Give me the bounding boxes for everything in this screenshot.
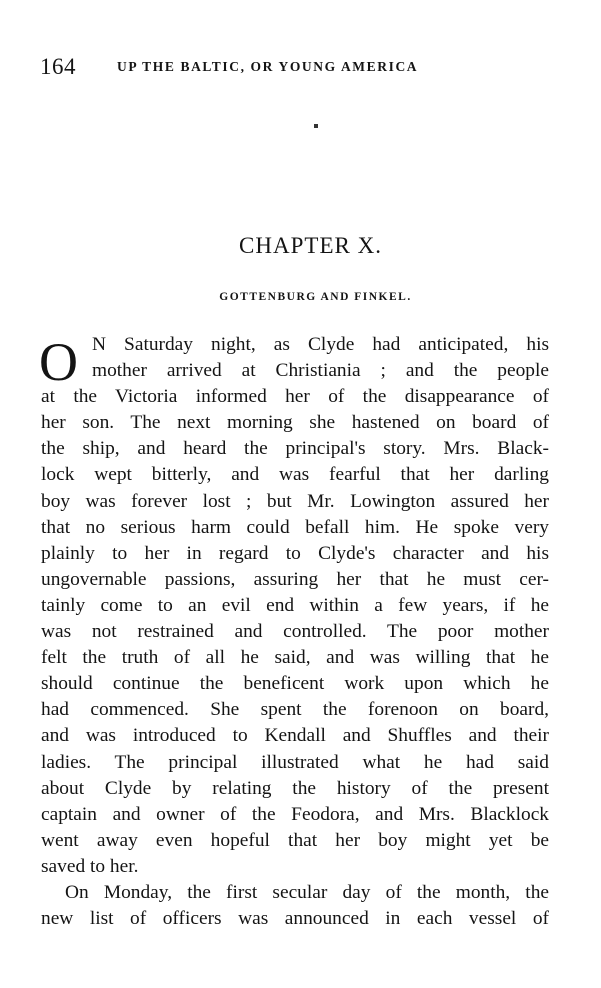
ink-speck	[314, 124, 318, 128]
text-line: went away even hopeful that her boy might yet be	[41, 829, 549, 851]
text-line: ungovernable passions, assuring her that he must cer-	[41, 568, 549, 590]
text-line: her son. The next morning she hastened on board of	[41, 412, 549, 434]
text-line: had commenced. She spent the forenoon on board,	[41, 699, 549, 721]
body-text	[41, 332, 549, 932]
text-line: at the Victoria informed her of the disappearance of	[41, 386, 549, 408]
chapter-heading: CHAPTER X.	[239, 233, 382, 258]
text-line: captain and owner of the Feodora, and Mrs. Blacklock	[41, 803, 549, 825]
text-line: ladies. The principal illustrated what he had said	[41, 751, 549, 773]
drop-cap: O	[39, 332, 78, 392]
text-line: boy was forever lost ; but Mr. Lowington assured her	[41, 490, 549, 512]
text-line: new list of officers was announced in each vessel of	[41, 908, 549, 930]
text-line: On Monday, the first secular day of the month, the	[65, 881, 549, 903]
text-line: lock wept bitterly, and was fearful that her darling	[41, 464, 549, 486]
running-title: UP THE BALTIC, OR YOUNG AMERICA	[117, 59, 419, 74]
text-line: and was introduced to Kendall and Shuffles and their	[41, 725, 549, 747]
text-line: tainly come to an evil end within a few years, if he	[41, 594, 549, 616]
running-header	[40, 54, 560, 84]
text-line: the ship, and heard the principal's story. Mrs. Black-	[41, 438, 549, 460]
text-line: about Clyde by relating the history of the present	[41, 777, 549, 799]
text-line: plainly to her in regard to Clyde's character and his	[41, 542, 549, 564]
chapter-subtitle: GOTTENBURG AND FINKEL.	[219, 291, 412, 303]
text-line: felt the truth of all he said, and was willing that he	[41, 647, 549, 669]
text-line: should continue the beneficent work upon which he	[41, 673, 549, 695]
text-line: mother arrived at Christiania ; and the people	[92, 360, 549, 382]
page-number: 164	[40, 54, 76, 79]
text-line: that no serious harm could befall him. He spoke very	[41, 516, 549, 538]
text-line: was not restrained and controlled. The poor mother	[41, 621, 549, 643]
text-line: saved to her.	[41, 855, 139, 877]
text-line: N Saturday night, as Clyde had anticipated, his	[92, 334, 549, 355]
